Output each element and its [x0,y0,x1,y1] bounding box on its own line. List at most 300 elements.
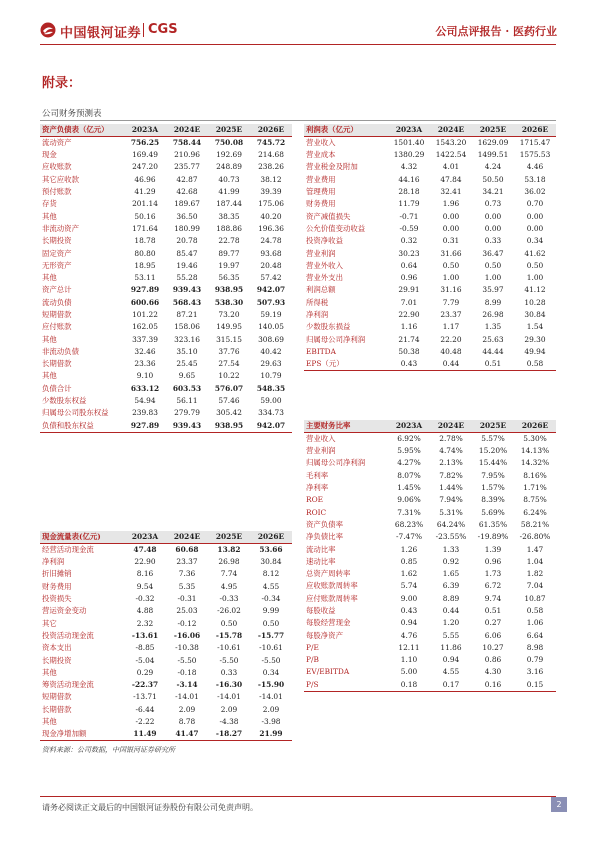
year-header-cell: 2026E [514,420,556,433]
value-cell: 30.23 [398,248,420,258]
value-cell: 23.37 [176,557,198,567]
table-row [304,186,556,198]
table-row [40,691,292,703]
value-cell: 938.95 [214,285,244,295]
value-cell: 10.28 [524,297,546,307]
value-cell: -14.01 [217,692,241,702]
value-cell: 758.44 [172,138,202,147]
value-cell: -10.61 [217,643,241,653]
value-cell: 745.72 [256,138,286,147]
value-cell: 6.72 [484,581,502,591]
appendix-title: 附录： [42,76,82,91]
value-cell: -14.01 [259,692,283,702]
value-cell: 34.21 [482,187,504,197]
value-cell: 0.50 [220,618,238,628]
row-label: 非流动负债 [42,346,79,356]
value-cell: 8.12 [262,569,280,579]
value-cell: 64.24% [436,519,466,529]
value-cell: 248.89 [216,162,242,172]
value-cell: 11.86 [440,642,462,652]
value-cell: 36.02 [524,187,546,197]
row-label: 应收账款 [42,162,72,172]
value-cell: 8.98 [526,642,544,652]
value-cell: 1.17 [442,322,460,332]
table-row [40,593,292,605]
table-row [304,543,556,555]
value-cell: -4.38 [219,717,239,726]
value-cell: 171.64 [132,223,158,233]
table-row [304,346,556,358]
value-cell: 315.15 [216,334,242,344]
row-label: 净负债比率 [306,532,343,542]
value-cell: -15.77 [257,630,285,640]
row-label: 所得税 [306,297,329,307]
value-cell: -14.01 [175,692,199,702]
value-cell: -10.61 [259,643,283,653]
value-cell: -0.31 [177,594,197,604]
row-label: 折旧摊销 [42,569,72,579]
value-cell: 1.47 [526,544,544,554]
value-cell: 41.29 [134,187,156,197]
row-label: 营业外支出 [306,273,343,283]
value-cell: 538.30 [214,297,244,307]
table-row [304,321,556,333]
value-cell: 19.46 [176,260,198,270]
row-label: 流动资产 [42,138,72,147]
value-cell: 55.28 [176,273,198,283]
value-cell: 7.04 [526,581,544,591]
value-cell: 2.09 [220,704,238,714]
year-header-cell: 2026E [514,124,556,137]
value-cell: 59.19 [260,310,282,319]
value-cell: 4.88 [136,606,154,616]
value-cell: 32.41 [440,187,462,197]
row-label: 营业利润 [306,248,336,258]
value-cell: 11.49 [124,728,166,741]
value-cell: 35.10 [176,346,198,356]
row-label: 资产负债率 [306,519,343,529]
row-label: 资产减值损失 [306,211,351,221]
value-cell: 42.87 [176,174,198,184]
table-title-cell: 现金流量表(亿元) [40,531,124,544]
report-type: 公司点评报告 · 医药行业 [435,25,557,38]
table-row [40,642,292,654]
value-cell: 7.01 [400,297,418,307]
value-cell: 4.27% [397,458,421,468]
value-cell: 8.75% [523,495,547,505]
value-cell: 19.97 [218,260,240,270]
table-row [40,407,292,419]
value-cell: 6.64 [526,630,544,640]
value-cell: 0.94 [442,655,460,665]
logo-divider [143,23,144,37]
value-cell: -23.55% [435,532,467,542]
page-number: 2 [551,797,567,812]
value-cell: 7.82% [439,470,463,480]
value-cell: 337.39 [132,334,158,344]
value-cell: 8.07% [397,470,421,480]
value-cell: -13.71 [133,692,157,702]
table-title-cell: 利润表（亿元） [304,124,388,137]
value-cell: 22.90 [398,310,420,319]
value-cell: -2.22 [135,717,155,726]
value-cell: 9.10 [136,371,154,381]
row-label: ROE [306,495,324,505]
value-cell: 1.54 [526,322,544,332]
value-cell: 0.44 [430,358,472,371]
value-cell: 40.48 [440,346,462,356]
table-row [304,617,556,629]
value-cell: -0.18 [177,667,197,677]
table-row [304,519,556,531]
value-cell: -5.04 [135,655,155,665]
table-row [304,235,556,247]
row-label: 其他 [42,273,57,283]
value-cell: 39.39 [260,187,282,197]
table-row [304,494,556,506]
table-row [40,198,292,210]
table-row [304,629,556,641]
value-cell: 31.16 [440,285,462,295]
table-row [40,358,292,370]
value-cell: 1.45% [397,483,421,493]
table-row [304,568,556,580]
value-cell: 0.50 [442,260,460,270]
row-label: 存货 [42,199,57,209]
value-cell: 1.73 [484,569,502,579]
year-header-cell: 2023A [388,420,430,433]
value-cell: -6.44 [135,704,155,714]
value-cell: 0.51 [472,358,514,371]
value-cell: 44.44 [482,346,504,356]
value-cell: -7.47% [396,532,422,542]
value-cell: -26.02 [217,606,241,616]
year-header-cell: 2024E [166,531,208,544]
value-cell: 25.45 [176,359,198,369]
value-cell: 140.05 [258,322,284,332]
table-row [40,667,292,679]
table-row [304,174,556,186]
value-cell: 1.71% [523,483,547,493]
table-row [304,654,556,666]
row-label: 流动比率 [306,544,336,554]
row-label: EBITDA [306,346,336,356]
table-row [40,383,292,395]
value-cell: 0.00 [484,223,502,233]
value-cell: 0.86 [484,655,502,665]
value-cell: 1.39 [484,544,502,554]
row-label: P/S [304,679,388,692]
row-label: 经营活动现金流 [42,545,94,554]
value-cell: 50.16 [134,211,156,221]
table-row [304,666,556,678]
value-cell: 323.16 [174,334,200,344]
row-label: 筹资活动现金流 [42,680,94,690]
row-label: 速动比率 [306,556,336,566]
table-row [40,174,292,186]
year-header-cell: 2025E [472,124,514,137]
row-label: 净利润 [306,310,329,319]
value-cell: 1.65 [442,569,460,579]
value-cell: 7.31% [397,507,421,517]
row-label: 总资产周转率 [306,569,351,579]
cash-flow-table [40,531,292,741]
row-label: EV/EBITDA [306,667,350,677]
value-cell: 32.46 [134,346,156,356]
value-cell: 28.18 [398,187,420,197]
row-label: 负债和股东权益 [40,420,124,433]
table-row [40,161,292,173]
value-cell: 54.94 [134,396,156,406]
value-cell: -0.33 [219,594,239,604]
row-label: 其他 [42,211,57,221]
value-cell: 0.00 [526,223,544,233]
value-cell: 0.58 [526,606,544,615]
value-cell: 2.09 [178,704,196,714]
value-cell: 9.74 [484,593,502,603]
value-cell: 10.27 [482,642,504,652]
value-cell: 25.63 [482,334,504,344]
table-row [304,260,556,272]
value-cell: 7.79 [442,297,460,307]
value-cell: 1.06 [526,618,544,628]
table-row [304,679,556,692]
table-row [304,642,556,654]
row-label: 投资活动现金流 [42,630,94,640]
value-cell: -8.85 [135,643,155,653]
value-cell: 1575.53 [519,150,551,160]
value-cell: 0.79 [526,655,544,665]
table-row [304,358,556,371]
value-cell: 87.21 [176,310,198,319]
table-header-row [40,124,292,137]
value-cell: -5.50 [177,655,197,665]
value-cell: 0.43 [400,606,418,615]
value-cell: 29.91 [398,285,420,295]
value-cell: -3.14 [176,680,198,690]
row-label: 每股净资产 [306,630,343,640]
value-cell: 20.48 [260,260,282,270]
table-row [304,333,556,345]
row-label: 其他 [42,667,57,677]
value-cell: 73.20 [218,310,240,319]
table-row [40,420,292,433]
value-cell: 2.13% [439,458,463,468]
value-cell: 188.86 [216,223,242,233]
value-cell: 507.93 [256,297,286,307]
value-cell: 238.26 [258,162,284,172]
row-label: 营业收入 [306,138,336,147]
value-cell: 12.11 [398,642,420,652]
value-cell: 1.26 [400,544,418,554]
table-row [304,223,556,235]
value-cell: 5.69% [481,507,505,517]
value-cell: 5.35 [178,581,196,591]
value-cell: 1.44% [439,483,463,493]
value-cell: 7.36 [178,569,196,579]
value-cell: -26.80% [519,532,551,542]
year-header-cell: 2024E [166,124,208,137]
value-cell: 42.68 [176,187,198,197]
value-cell: 8.16% [523,470,547,480]
value-cell: 29.30 [524,334,546,344]
value-cell: 15.44% [478,458,508,468]
header-divider [40,44,556,45]
value-cell: 47.48 [133,545,157,554]
year-header-cell: 2024E [430,420,472,433]
row-label: 归属母公司净利润 [306,458,366,468]
value-cell: 568.43 [172,297,202,307]
row-label: P/E [306,642,319,652]
value-cell: 9.65 [178,371,196,381]
year-header-cell: 2026E [250,124,292,137]
value-cell: 1.35 [484,322,502,332]
value-cell: 23.37 [440,310,462,319]
table-row [40,581,292,593]
row-label: EPS（元） [304,358,388,371]
value-cell: -0.12 [177,618,197,628]
value-cell: 939.43 [166,420,208,433]
caption-divider [40,120,556,121]
table-row [40,395,292,407]
value-cell: 38.12 [260,174,282,184]
value-cell: 2.09 [262,704,280,714]
table-row [304,445,556,457]
value-cell: 53.66 [259,545,283,554]
row-label: 营业成本 [306,150,336,160]
row-label: 资产总计 [42,285,72,295]
value-cell: 0.96 [484,556,502,566]
value-cell: 41.62 [524,248,546,258]
value-cell: 927.89 [124,420,166,433]
value-cell: 20.78 [176,236,198,246]
table-header-row [40,531,292,544]
row-label: 财务费用 [42,581,72,591]
value-cell: 23.36 [134,359,156,369]
value-cell: 0.29 [136,667,154,677]
row-label: 净利润 [42,557,65,567]
value-cell: 11.79 [398,199,420,209]
value-cell: 1.62 [400,569,418,579]
table-header-row [304,124,556,137]
value-cell: 22.90 [134,557,156,567]
value-cell: 1.96 [442,199,460,209]
value-cell: 40.42 [260,346,282,356]
value-cell: 0.31 [442,236,460,246]
value-cell: 10.87 [524,593,546,603]
value-cell: 0.16 [472,679,514,692]
value-cell: 576.07 [214,383,244,393]
value-cell: 1.10 [400,655,418,665]
table-row [40,556,292,568]
value-cell: -18.27 [208,728,250,741]
row-label: 其他 [42,371,57,381]
value-cell: 0.85 [400,556,418,566]
value-cell: 1.00 [526,273,544,283]
table-row [304,284,556,296]
income-statement-table [304,124,556,371]
value-cell: 0.50 [484,260,502,270]
row-label: 其他 [42,334,57,344]
value-cell: 756.25 [130,138,160,147]
value-cell: 50.50 [482,174,504,184]
value-cell: 53.18 [524,174,546,184]
value-cell: 29.63 [260,359,282,369]
value-cell: 4.74% [439,446,463,456]
value-cell: 30.84 [260,557,282,567]
table-row [304,161,556,173]
value-cell: 26.98 [482,310,504,319]
value-cell: 93.68 [260,248,282,258]
value-cell: 85.47 [176,248,198,258]
row-label: 净利率 [306,483,329,493]
row-label: 预付账款 [42,187,72,197]
row-label: 公允价值变动收益 [306,223,366,233]
value-cell: 0.00 [442,223,460,233]
page-header [0,0,596,46]
value-cell: 47.84 [440,174,462,184]
value-cell: 5.31% [439,507,463,517]
value-cell: 14.32% [520,458,550,468]
value-cell: 1.00 [484,273,502,283]
value-cell: 189.67 [174,199,200,209]
value-cell: 27.54 [218,359,240,369]
table-row [304,309,556,321]
table-row [304,149,556,161]
row-label: 归属母公司净利润 [306,334,366,344]
brand-name: 中国银河证券 [60,26,142,41]
value-cell: -0.32 [135,594,155,604]
row-label: 长期投资 [42,655,72,665]
value-cell: 9.99 [262,606,280,616]
value-cell: 180.99 [174,223,200,233]
value-cell: 548.35 [256,383,286,393]
value-cell: 927.89 [130,285,160,295]
value-cell: -22.37 [131,680,159,690]
row-label: 其它应收款 [42,174,79,184]
value-cell: 89.77 [218,248,240,258]
value-cell: 1.20 [442,618,460,628]
table-row [304,457,556,469]
value-cell: 35.97 [482,285,504,295]
value-cell: 201.14 [132,199,158,209]
row-label: P/B [306,655,319,665]
value-cell: 22.20 [440,334,462,344]
value-cell: 0.51 [484,606,502,615]
table-row [40,630,292,642]
value-cell: 279.79 [174,408,200,418]
value-cell: 5.57% [481,434,505,443]
row-label: 投资净收益 [306,236,343,246]
value-cell: 938.95 [208,420,250,433]
table-row [40,321,292,333]
value-cell: 101.22 [132,310,158,319]
value-cell: 56.11 [176,396,198,406]
value-cell: -3.98 [261,717,281,726]
value-cell: 10.22 [218,371,240,381]
value-cell: 9.54 [136,581,154,591]
value-cell: 7.94% [439,495,463,505]
row-label: 营运资金变动 [42,606,87,616]
table-row [40,235,292,247]
value-cell: -10.38 [175,643,199,653]
value-cell: 0.43 [388,358,430,371]
value-cell: 4.01 [442,162,460,172]
value-cell: -19.89% [477,532,509,542]
row-label: 投资损失 [42,594,72,604]
row-label: 无形资产 [42,260,72,270]
row-label: 固定资产 [42,248,72,258]
